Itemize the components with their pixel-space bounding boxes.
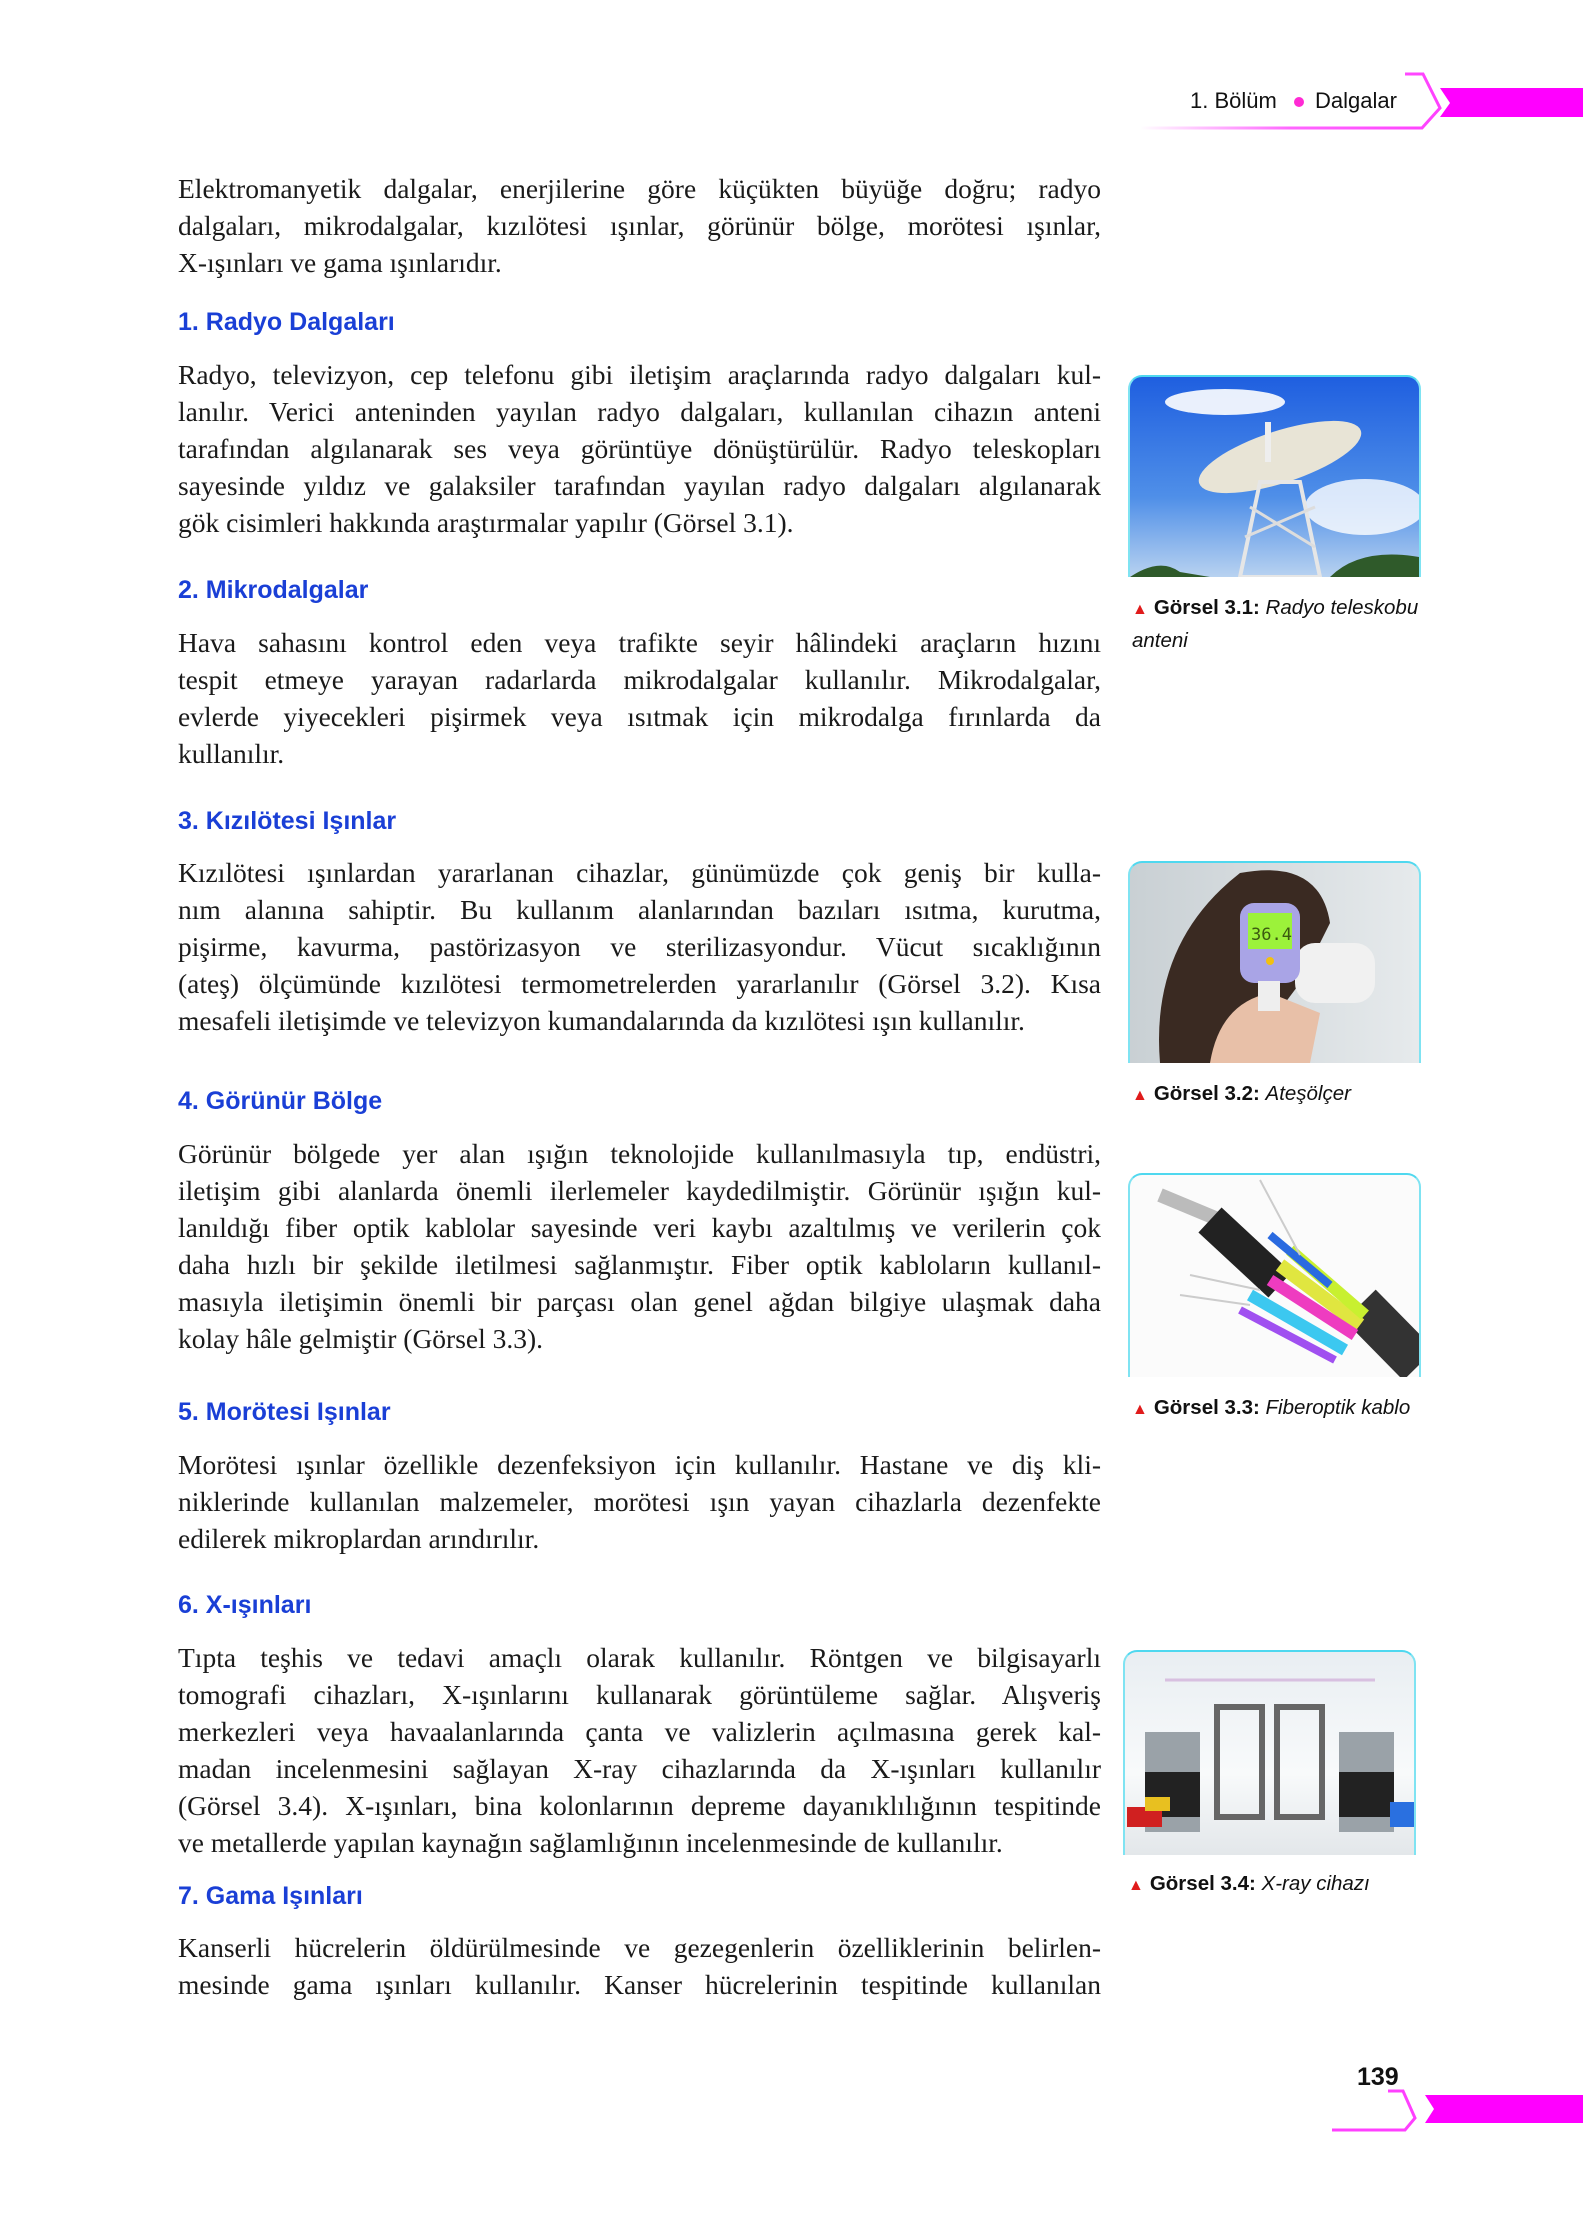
caption-label: Görsel 3.1: xyxy=(1153,596,1260,619)
section-heading: 2. Mikrodalgalar xyxy=(178,576,369,604)
caption-text: Ateşölçer xyxy=(1265,1082,1351,1105)
caption-label: Görsel 3.4: xyxy=(1149,1872,1256,1895)
text-line: Morötesi ışınlar özellikle dezenfeksiyon için kullanılır. Hastane ve diş kli- xyxy=(178,1449,1101,1480)
section-paragraph xyxy=(178,1640,1101,1861)
text-line: Kanserli hücrelerin öldürülmesinde ve gezegenlerin özelliklerinin belirlen- xyxy=(178,1932,1101,1963)
triangle-icon: ▲ xyxy=(1128,1877,1144,1894)
triangle-icon: ▲ xyxy=(1132,1087,1148,1104)
section-paragraph xyxy=(178,1930,1101,2004)
text-line: Radyo, televizyon, cep telefonu gibi iletişim araçlarında radyo dalgaları kul- xyxy=(178,359,1101,390)
text-line: dalgaları, mikrodalgalar, kızılötesi ışınlar, görünür bölge, morötesi ışınlar, xyxy=(178,209,1101,241)
page-number: 139 xyxy=(1357,2063,1399,2091)
section-heading: 4. Görünür Bölge xyxy=(178,1087,383,1115)
thermometer-image xyxy=(1130,863,1419,1063)
section-paragraph xyxy=(178,357,1101,542)
section-paragraph xyxy=(178,1136,1101,1357)
lcd-reading: 36.4 xyxy=(1251,925,1292,945)
topic-label: Dalgalar xyxy=(1315,88,1397,113)
intro-paragraph xyxy=(178,171,1101,282)
figure-caption xyxy=(1128,1868,1428,1901)
text-line: niklerinde kullanılan malzemeler, morötesi ışın yayan cihazlarla dezenfekte xyxy=(178,1485,1101,1517)
figure-thermometer xyxy=(1128,861,1421,1063)
text-line: mesinde gama ışınları kullanılır. Kanser hücrelerinin tespitinde kullanılan xyxy=(178,1968,1101,2000)
caption-text: Fiberoptik kablo xyxy=(1265,1396,1411,1419)
text-line: edilerek mikroplardan arındırılır. xyxy=(178,1522,540,1554)
figure-radio-telescope xyxy=(1128,375,1421,577)
text-line: gök cisimleri hakkında araştırmalar yapılır (Görsel 3.1). xyxy=(178,506,794,538)
section-paragraph xyxy=(178,855,1101,1040)
figure-caption xyxy=(1132,1392,1432,1425)
section-heading: 7. Gama Işınları xyxy=(178,1882,363,1910)
text-line: Görünür bölgede yer alan ışığın teknolojide kullanılmasıyla tıp, endüstri, xyxy=(178,1138,1101,1169)
text-line: tespit etmeye yarayan radarlarda mikrodalgalar kullanılır. Mikrodalgalar, xyxy=(178,663,1101,695)
footer-ribbon xyxy=(1330,2085,1583,2135)
text-line: lanıldığı fiber optik kablolar sayesinde veri kaybı azaltılmış ve verilerin çok xyxy=(178,1211,1101,1243)
xray-scanner-image xyxy=(1125,1652,1414,1855)
figure-caption xyxy=(1132,592,1432,656)
text-line: pişirme, kavurma, pastörizasyon ve sterilizasyondur. Vücut sıcaklığının xyxy=(178,930,1101,962)
section-heading: 6. X-ışınları xyxy=(178,1591,312,1619)
text-line: Kızılötesi ışınlardan yararlanan cihazlar, günümüzde çok geniş bir kulla- xyxy=(178,857,1101,888)
text-line: ve metallerde yapılan kaynağın sağlamlığının incelenmesinde de kullanılır. xyxy=(178,1826,1003,1858)
text-line: lanılır. Verici anteninden yayılan radyo dalgaları, kullanılan cihazın anteni xyxy=(178,395,1101,427)
caption-label: Görsel 3.2: xyxy=(1153,1082,1260,1105)
section-heading: 5. Morötesi Işınlar xyxy=(178,1398,391,1426)
radio-telescope-image xyxy=(1130,377,1419,577)
figure-caption xyxy=(1132,1078,1432,1111)
text-line: (ateş) ölçümünde kızılötesi termometrelerden yararlanılır (Görsel 3.2). Kısa xyxy=(178,967,1101,999)
section-paragraph xyxy=(178,625,1101,773)
bullet-dot xyxy=(1294,97,1304,107)
text-line: iletişim gibi alanlarda önemli ilerlemeler kaydedilmiştir. Görünür ışığın kul- xyxy=(178,1174,1101,1206)
text-line: daha hızlı bir şekilde iletilmesi sağlanmıştır. Fiber optik kabloların kullanıl- xyxy=(178,1248,1101,1280)
section-paragraph xyxy=(178,1447,1101,1558)
triangle-icon: ▲ xyxy=(1132,1401,1148,1418)
text-line: tomografi cihazları, X-ışınlarını kullanarak görüntüleme sağlar. Alışveriş xyxy=(178,1678,1101,1710)
caption-text: X-ray cihazı xyxy=(1261,1872,1370,1895)
text-line: merkezleri veya havaalanlarında çanta ve valizlerin açılmasına gerek kal- xyxy=(178,1715,1101,1747)
fiber-optic-image xyxy=(1130,1175,1419,1377)
text-line: madan incelenmesini sağlayan X-ray cihazlarında da X-ışınları kullanılır xyxy=(178,1752,1101,1784)
text-line: nım alanına sahiptir. Bu kullanım alanlarından bazıları ısıtma, kurutma, xyxy=(178,893,1101,925)
section-heading: 3. Kızılötesi Işınlar xyxy=(178,807,397,835)
text-line: Tıpta teşhis ve tedavi amaçlı olarak kullanılır. Röntgen ve bilgisayarlı xyxy=(178,1642,1101,1673)
caption-text: Radyo teleskobu anteni xyxy=(1132,596,1419,652)
text-line: kolay hâle gelmiştir (Görsel 3.3). xyxy=(178,1322,544,1354)
text-line: evlerde yiyecekleri pişirmek veya ısıtmak için mikrodalga fırınlarda da xyxy=(178,700,1101,732)
text-line: tarafından algılanarak ses veya görüntüye dönüştürülür. Radyo teleskopları xyxy=(178,432,1101,464)
text-line: masıyla iletişimin önemli bir parçası olan genel ağdan bilgiye ulaşmak daha xyxy=(178,1285,1101,1317)
section-heading: 1. Radyo Dalgaları xyxy=(178,308,395,336)
triangle-icon: ▲ xyxy=(1132,601,1148,618)
caption-label: Görsel 3.3: xyxy=(1153,1396,1260,1419)
text-line: X-ışınları ve gama ışınlarıdır. xyxy=(178,246,502,278)
text-line: Hava sahasını kontrol eden veya trafikte seyir hâlindeki araçların hızını xyxy=(178,627,1101,658)
figure-xray-scanner xyxy=(1123,1650,1416,1855)
text-line: sayesinde yıldız ve galaksiler tarafından yayılan radyo dalgaları algılanarak xyxy=(178,469,1101,501)
text-line: mesafeli iletişimde ve televizyon kumandalarında da kızılötesi ışın kullanılır. xyxy=(178,1004,1025,1036)
text-line: (Görsel 3.4). X-ışınları, bina kolonlarının depreme dayanıklılığının tespitinde xyxy=(178,1789,1101,1821)
text-line: kullanılır. xyxy=(178,737,285,769)
text-line: Elektromanyetik dalgalar, enerjilerine göre küçükten büyüğe doğru; radyo xyxy=(178,173,1101,204)
figure-fiber-optic xyxy=(1128,1173,1421,1377)
chapter-label: 1. Bölüm xyxy=(1190,88,1277,113)
